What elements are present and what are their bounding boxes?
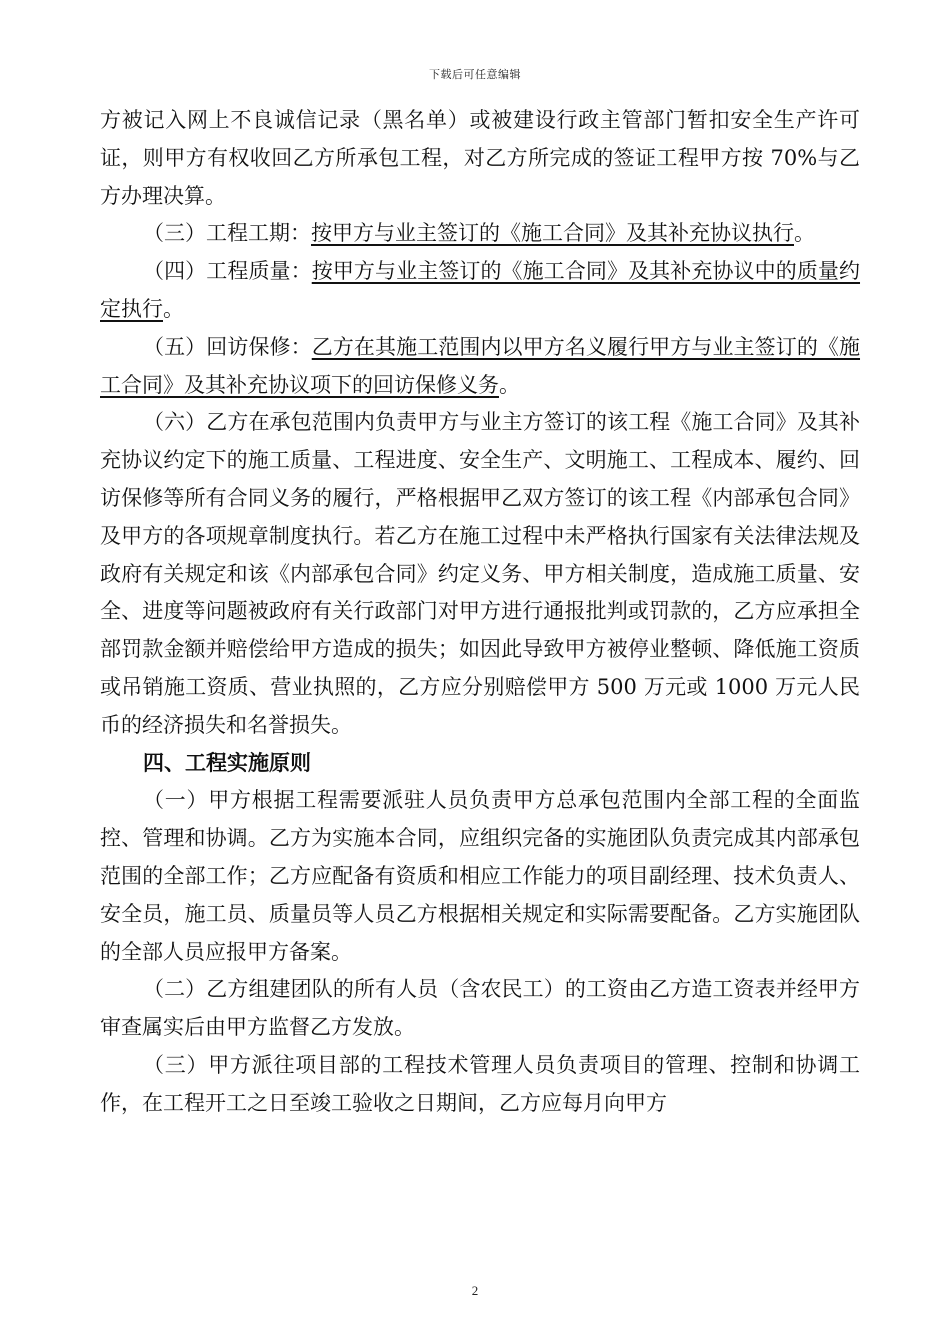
document-body: [100, 102, 860, 1123]
clause-label: （五）回访保修：: [143, 334, 312, 359]
paragraph-quality: [100, 253, 860, 329]
paragraph-warranty: [100, 329, 860, 405]
clause-underlined-text: 乙方在其施工范围内以甲方名义履行甲方与业主签订的《施工合同》及其补充协议项下的回访保修义务: [100, 334, 861, 397]
paragraph-principle-1: （一）甲方根据工程需要派驻人员负责甲方总承包范围内全部工程的全面监控、管理和协调。乙方为实施本合同，应组织完备的实施团队负责完成其内部承包范围的全部工作；乙方应配备有资质和相应工作能力的项目副经理、技术负责人、安全员，施工员、质量员等人员乙方根据相关规定和实际需要配备。乙方实施团队的全部人员应报甲方备案。: [100, 788, 860, 964]
section-heading: 四、工程实施原则: [143, 750, 311, 775]
paragraph-principle-3: （三）甲方派往项目部的工程技术管理人员负责项目的管理、控制和协调工作，在工程开工之日至竣工验收之日期间，乙方应每月向甲方: [100, 1052, 860, 1115]
clause-tail: 。: [163, 296, 184, 321]
paragraph-principle-2: （二）乙方组建团队的所有人员（含农民工）的工资由乙方造工资表并经甲方审查属实后由甲方监督乙方发放。: [100, 977, 860, 1040]
clause-underlined-text: 按甲方与业主签订的《施工合同》及其补充协议执行: [311, 221, 794, 246]
clause-underlined-text: 按甲方与业主签订的《施工合同》及其补充协议中的质量约定执行: [100, 259, 861, 321]
paragraph-continuation: 方被记入网上不良诚信记录（黑名单）或被建设行政主管部门暂扣安全生产许可证，则甲方有权收回乙方所承包工程，对乙方所完成的签证工程甲方按 70%与乙方办理决算。: [100, 108, 860, 208]
paragraph-responsibility: （六）乙方在承包范围内负责甲方与业主方签订的该工程《施工合同》及其补充协议约定下的施工质量、工程进度、安全生产、文明施工、工程成本、履约、回访保修等所有合同义务的履行，严格根据甲乙双方签订的该工程《内部承包合同》及甲方的各项规章制度执行。若乙方在施工过程中未严格执行国家有关法律法规及政府有关规定和该《内部承包合同》约定义务、甲方相关制度，造成施工质量、安全、进度等问题被政府有关行政部门对甲方进行通报批判或罚款的，乙方应承担全部罚款金额并赔偿给甲方造成的损失；如因此导致甲方被停业整顿、降低施工资质或吊销施工资质、营业执照的，乙方应分别赔偿甲方 500 万元或 1000 万元人民币的经济损失和名誉损失。: [100, 410, 860, 737]
clause-tail: 。: [499, 372, 520, 397]
clause-tail: 。: [794, 221, 815, 246]
paragraph-schedule: [100, 215, 860, 253]
clause-label: （三）工程工期：: [143, 221, 311, 246]
page-number: 2: [471, 1283, 479, 1298]
page-header: 下载后可任意编辑: [429, 68, 521, 81]
clause-label: （四）工程质量：: [143, 259, 312, 284]
